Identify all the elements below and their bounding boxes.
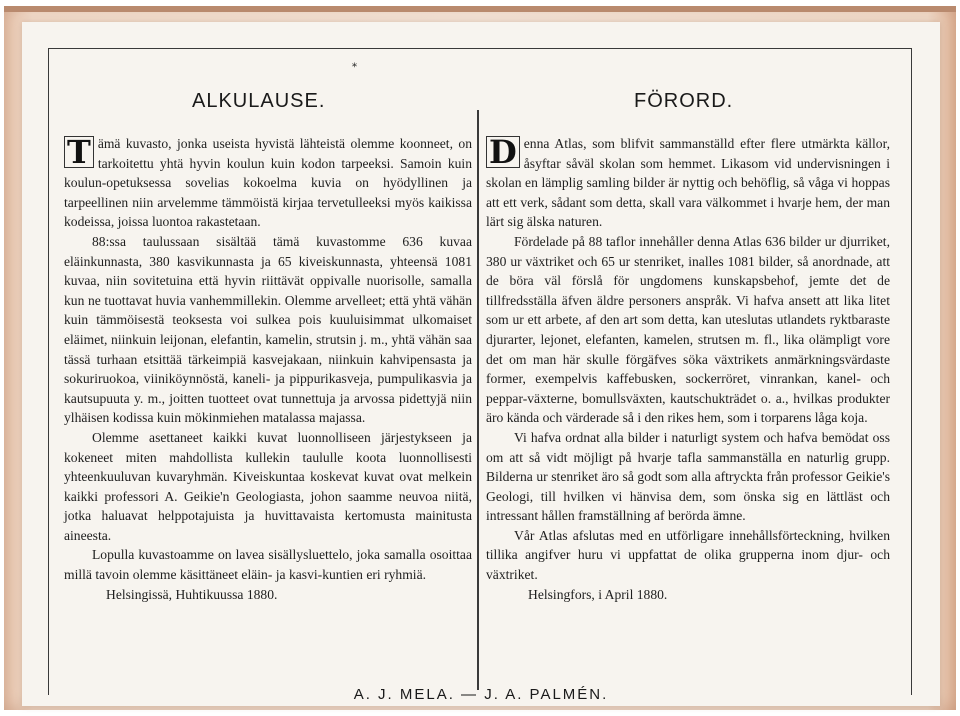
paper-backing [4,6,956,710]
dropcap: T [64,136,94,168]
heading-forord: FÖRORD. [634,90,734,112]
paragraph [64,134,472,232]
heading-alkulause: ALKULAUSE. [192,90,326,112]
paragraph: Vår Atlas afslutas med en utförligare innehållsförteckning, hvilken tillika angifver huru vi uppfattat de olika grupperna inom djur- och växtriket. [486,527,890,583]
column-swedish [486,134,890,604]
printer-mark: * [352,62,357,73]
dropcap: D [486,136,520,168]
paragraph-text: enna Atlas, som blifvit sammanställd efter flere utmärkta källor, åsyftar såväl skolan som hemmet. Likasom vid undervisningen i skolan en lämplig samling bilder är nyttig och behöflig, så våga vi hoppas att ett verk, sådant som detta, skall vara välkommet i hvarje hem, der man lärt sig älska naturen. [486,136,890,230]
signature-date: Helsingissä, Huhtikuussa 1880. [106,586,278,602]
paragraph: Vi hafva ordnat alla bilder i naturligt system och hafva bemödat oss om att så vidt möjligt på hvarje tafla sammanställa en naturlig grupp. Bilderna ur stenriket äro så godt som alla aftryckta från professor Geikie's Geologi, till hvilken vi hänvisa dem, som önska sig en lättläst och intressant hållen framställning af berörda ämne. [486,429,890,524]
signature-date: Helsingfors, i April 1880. [528,586,668,602]
authors-footer: A. J. MELA. — J. A. PALMÉN. [353,686,609,703]
column-finnish [64,134,472,604]
paragraph: Fördelade på 88 taflor innehåller denna Atlas 636 bilder ur djurriket, 380 ur växtriket och 65 ur stenriket, inalles 1081 bilder, så anordnade, att de böra väl förslå för ungdomens kunskapsbehof, jemte det de tillfredsställa äfven äldre personers anspråk. Vi hafva ansett att lika litet som ur ett arbete, af den art som detta, kan uteslutas utlandets ryktbaraste djurarter, lejonet, elefanten, kamelen, strutsen m. fl., lika olämpligt vore det om man här skulle förgäfves söka växtrikets anmärkningsvärdaste former, exempelvis kaffebusken, sockerröret, vinrankan, kanel- och peppar-växterne, bomullsväxten, kautschukträdet o. a., hvilkas produkter äro kända och värderade så i den rikes hem, som i torparens låga koja. [486,233,890,426]
printed-sheet [22,22,940,706]
column-divider [477,110,479,690]
paragraph: Lopulla kuvastoamme on lavea sisällysluettelo, joka samalla osoittaa millä tavoin olemme käsittäneet eläin- ja kasvi-kuntien eri ryhmiä. [64,547,472,583]
paragraph [486,134,890,232]
paragraph-text: ämä kuvasto, jonka useista hyvistä lähteistä olemme koonneet, on tarkoitettu yhtä hyvin koulun kuin kodon tarpeeksi. Samoin kuin koulun-opetuksessa sovelias kokoelma kuvia on hyödyllinen ja tarpeellinen niin arvelemme tämmöistä kirjaa tervetulleeksi myös kaikissa kodeissa, joissa luontoa rakastetaan. [64,136,472,230]
paragraph: Olemme asettaneet kaikki kuvat luonnolliseen järjestykseen ja kokeneet miten mahdollista kullekin taululle koota luonnollisesti yhteenkuuluvan kuvaryhmän. Kiveiskuntaa koskevat kuvat ovat melkein kaikki professori A. Geikie'n Geologiasta, johon saamme neuvoa niitä, jotka haluavat helppotajuista ja huvittavaista kertomusta mainitusta aineesta. [64,429,472,543]
paragraph: 88:ssa taulussaan sisältää tämä kuvastomme 636 kuvaa eläinkunnasta, 380 kasvikunnasta ja 65 kiveiskunnasta, yhteensä 1081 kuvaa, niin sovitetuina että hyvin riittävät oppivalle nuorisolle, samalla kun ne tuottavat huvia vanhemmillekin. Olemme arvelleet; että yhtä vähän kuin tämmöisestä teoksesta voi sulkea pois kuuluisimmat ulkomaiset eläimet, niinkuin leijonan, elefantin, kamelin, strutsin j. m., yhtä vähän saa tässä turhaan etsittää tärkeimpiä kasvejakaan, niinkuin kahvipensasta ja sokuriruokoa, viiniköynnöstä, kaneli- ja pippurikasveja, pumpulikasvia ja kautsupuuta y. m., joitten tuotteet ovat tunnettuja ja arvossa pidettyjä niin ylhäisen kodissa kuin mökinmiehen matalassa majassa. [64,233,472,426]
paper-top-edge [4,6,956,12]
